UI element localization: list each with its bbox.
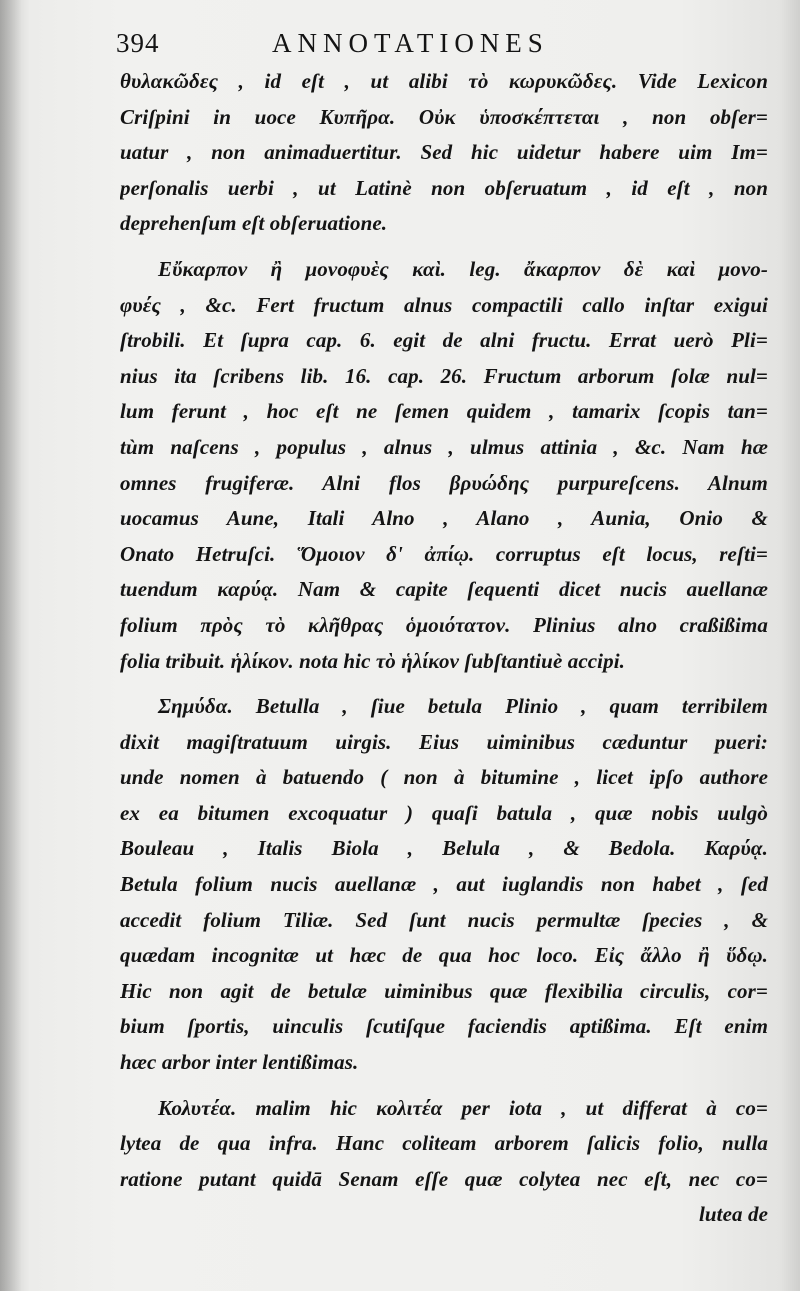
text-line: nius ita ſcribens lib. 16. cap. 26. Fructum arborum ſolæ nul=: [120, 363, 768, 388]
text-line: hæc arbor inter lentißimas.: [120, 1050, 359, 1075]
text-line: uatur , non animaduertitur. Sed hic uidetur habere uim Im=: [120, 140, 768, 165]
text-line: Betula folium nucis auellanæ , aut iuglandis non habet , ſed: [120, 872, 768, 897]
text-line: ſtrobili. Et ſupra cap. 6. egit de alni fructu. Errat uerò Pli=: [120, 328, 768, 353]
text-line: Hic non agit de betulæ uiminibus quæ flexibilia circulis, cor=: [120, 978, 768, 1003]
text-line: tùm naſcens , populus , alnus , ulmus attinia , &c. Nam hæ: [120, 434, 768, 459]
text-line: θυλακῶδες , id eſt , ut alibi τὸ κωρυκῶδες. Vide Lexicon: [120, 69, 768, 93]
page-number: 394: [116, 28, 160, 58]
text-line: bium ſportis, uinculis ſcutiſque faciendis aptißima. Eſt enim: [120, 1014, 768, 1039]
text-line: omnes frugiferæ. Alni flos βρυώδης purpureſcens. Alnum: [120, 470, 768, 495]
paragraph: [120, 252, 768, 679]
text-line: tuendum καρύᾳ. Nam & capite ſequenti dicet nucis auellanæ: [120, 577, 768, 602]
page-header: [116, 28, 756, 68]
text-line: Εὔκαρπον ἢ μονοφυὲς καὶ. leg. ἄκαρπον δὲ καὶ μονο-: [158, 256, 768, 281]
paragraph: [120, 689, 768, 1081]
text-line: Onato Hetruſci. Ὅμοιον δ' ἀπίῳ. corruptus eſt locus, reſti=: [120, 541, 768, 566]
text-line: lytea de qua infra. Hanc coliteam arborem ſalicis folio, nulla: [120, 1131, 768, 1156]
text-line: Bouleau , Italis Biola , Belula , & Bedola. Καρύᾳ.: [120, 836, 768, 861]
text-line: ratione putant quidā Senam eſſe quæ colytea nec eſt, nec co=: [120, 1166, 768, 1191]
text-line: dixit magiſtratuum uirgis. Eius uiminibus cæduntur pueri:: [120, 729, 768, 754]
paragraph: [120, 64, 768, 242]
text-line: quædam incognitæ ut hæc de qua hoc loco. Εἰς ἄλλο ἢ ὕδῳ.: [120, 943, 768, 968]
text-line: deprehenſum eſt obſeruatione.: [120, 211, 388, 236]
running-head: ANNOTATIONES: [272, 28, 549, 58]
catchword: lutea de: [698, 1202, 768, 1227]
text-line: folium πρὸς τὸ κλῆθρας ὁμοιότατον. Plinius alno craßißima: [120, 612, 768, 637]
text-line: perſonalis uerbi , ut Latinè non obſeruatum , id eſt , non: [120, 175, 768, 200]
page-body: [120, 64, 768, 1233]
gutter-shadow: [0, 0, 22, 1291]
text-line: folia tribuit. ἡλίκον. nota hic τὸ ἡλίκον ſubſtantiuè accipi.: [120, 648, 625, 673]
text-line: Κολυτέα. malim hic κολιτέα per iota , ut differat à co=: [158, 1095, 768, 1120]
text-line: uocamus Aune, Itali Alno , Alano , Aunia, Onio &: [120, 506, 768, 531]
text-line: ex ea bitumen excoquatur ) quaſi batula , quæ nobis uulgò: [120, 800, 768, 825]
text-line: Criſpini in uoce Κυπῆρα. Οὐκ ὑποσκέπτεται , non obſer=: [120, 104, 768, 129]
text-line: φυές , &c. Fert fructum alnus compactili callo inſtar exigui: [120, 292, 768, 317]
text-line: unde nomen à batuendo ( non à bitumine , licet ipſo authore: [120, 765, 768, 790]
text-line: accedit folium Tiliæ. Sed ſunt nucis permultæ ſpecies , &: [120, 907, 768, 932]
text-line: lum ferunt , hoc eſt ne ſemen quidem , tamarix ſcopis tan=: [120, 399, 768, 424]
paragraph: [120, 1091, 768, 1233]
text-line: Σημύδα. Betulla , ſiue betula Plinio , quam terribilem: [158, 694, 768, 719]
